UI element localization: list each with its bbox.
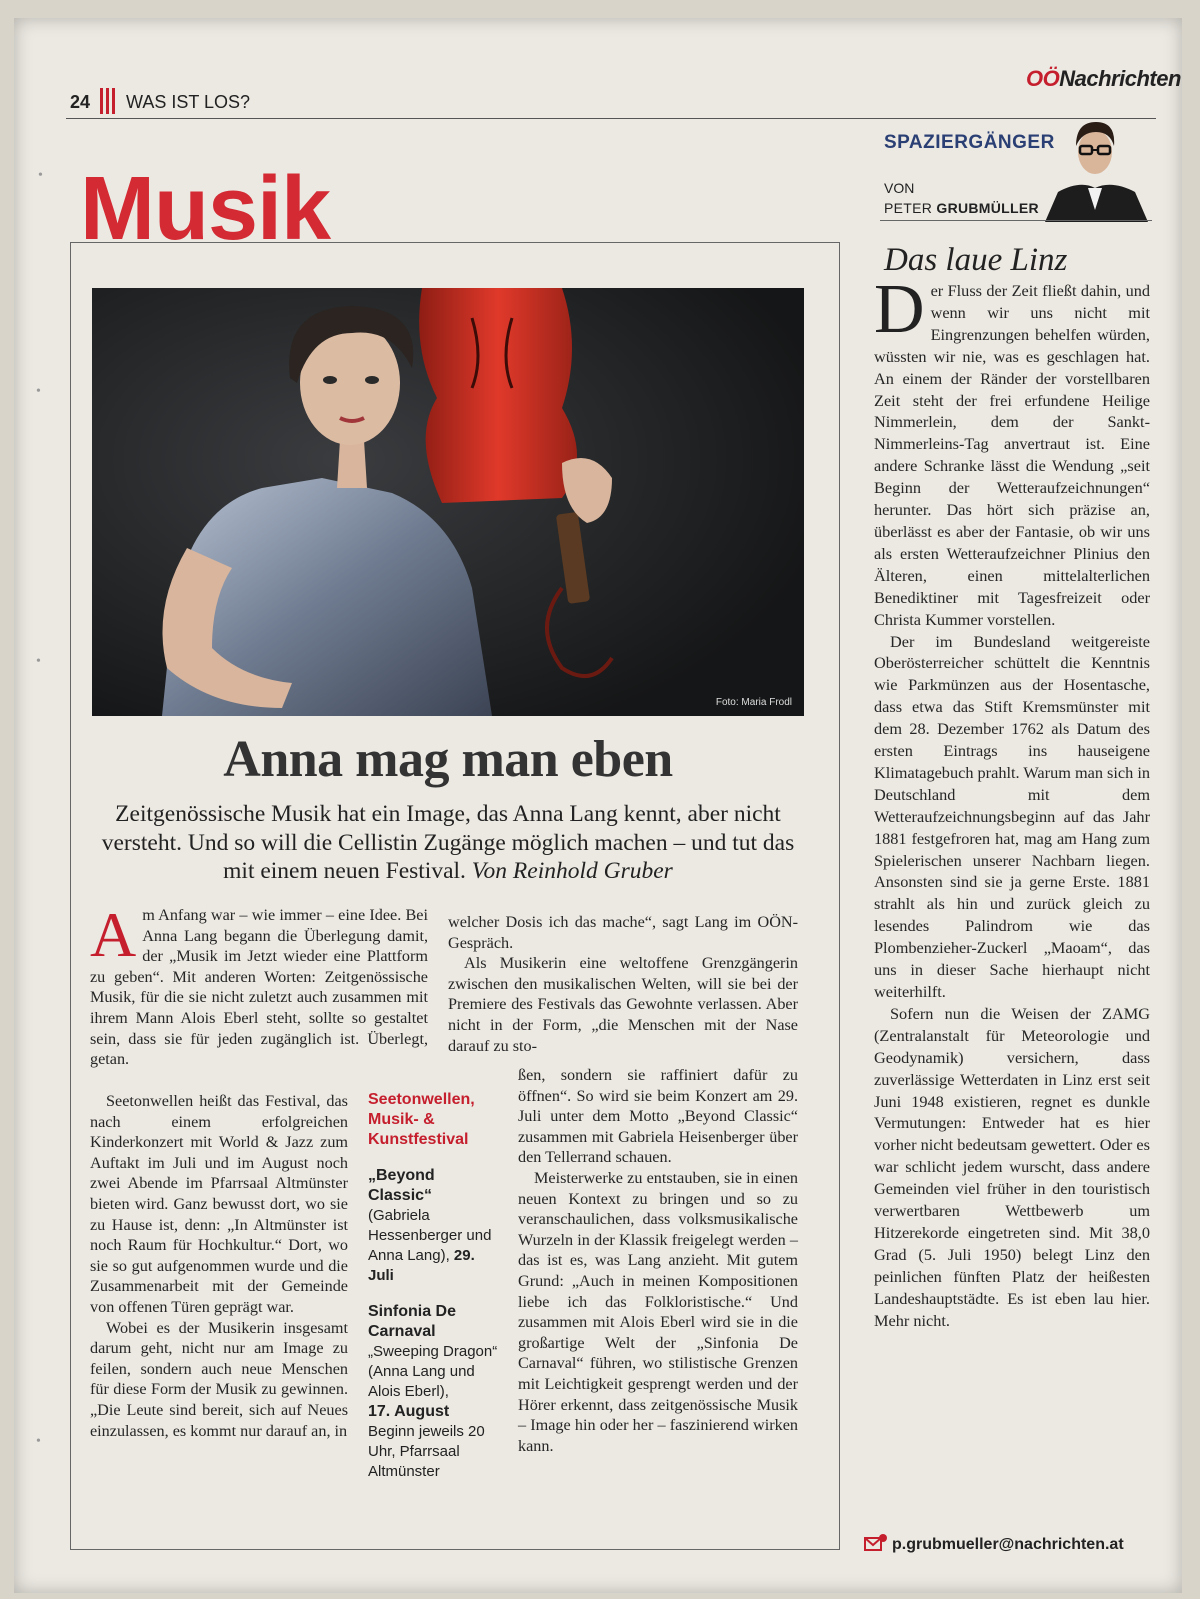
article-paragraph: Als Musikerin eine weltoffene Grenzgängerin zwischen den musikalischen Welten, will sie bei der Premiere des Festivals das Gewohnte verlassen. Aber nicht in der Form, „die Menschen mit der Nase darauf zu sto- [448, 954, 798, 1055]
event-extra: Beginn jeweils 20 Uhr, Pfarrsaal Altmünster [368, 1423, 485, 1480]
article-paragraph: Seetonwellen heißt das Festival, das nach einem erfolgreichen Kinderkonzert mit World & Jazz zum Auftakt im Juli und im August noch zwei Abende im Pfarrsaal Altmünster bieten wird. Ganz bewusst dort, wo sie zu Hause ist, denn: „In Altmünster ist noch Raum für Hochkultur.“ Dort, wo sie so gut aufgenommen wurde und die Zusammenarbeit mit der Gemeinde von offenen Türen geprägt war. [90, 1092, 348, 1316]
author-portrait [1040, 110, 1150, 222]
infobox-event [368, 1302, 500, 1482]
event-infobox [368, 1090, 500, 1498]
binder-hole: • [36, 1434, 41, 1449]
column-paragraph: Sofern nun die Weisen der ZAMG (Zentralanstalt für Meteorologie und Geodynamik) versichern, dass zuverlässige Wetterdaten in Linz erst seit Juni 1948 existieren, regnet es dunkle Vermutungen: Entweder hat es hier vorher nicht bedeutsam gewettert. Oder es war schlicht jedem wurscht, dass andere Gemeinden viel früher in den touristisch verwertbaren Wettbewerb um Hitzerekorde eingetreten sind. Mit 38,0 Grad (5. Juli 1950) belegt Linz den peinlichen fünften Platz der heißesten Landeshauptstädte. Es ist eben lau hier. Mehr nicht. [874, 1003, 1150, 1330]
event-date: 17. August [368, 1403, 450, 1420]
column-dropcap: D [874, 271, 925, 348]
event-title: Sinfonia De Carnaval [368, 1303, 457, 1340]
author-first: PETER [884, 200, 937, 216]
email-icon [864, 1533, 888, 1553]
article-paragraph: Wobei es der Musikerin insgesamt darum geht, nicht nur am Image zu feilen, sondern auch neue Menschen für diese Form der Musik zu gewinnen. „Die Leute sind bereit, sich auf Neues einzulassen, es kommt nur darauf an, in [90, 1318, 348, 1440]
event-title: „Beyond Classic“ [368, 1167, 435, 1204]
brand-logo [1026, 66, 1181, 92]
section-name: WAS IST LOS? [126, 92, 251, 112]
column-rule [880, 220, 1152, 221]
photo-credit: Foto: Maria Frodl [715, 697, 792, 708]
article-byline: Von Reinhold Gruber [471, 858, 673, 884]
article-paragraph: welcher Dosis ich das mache“, sagt Lang im OÖN-Gespräch. [448, 913, 798, 952]
column-body [874, 271, 1151, 1332]
column-author [884, 200, 1039, 216]
event-text: „Sweeping Dragon“ (Anna Lang und Alois Eberl), [368, 1343, 498, 1400]
column-paragraph: Der im Bundesland weitgereiste Oberösterreicher schüttelt die Kenntnis wie Parkmünzen aus der Hosentasche, dass etwa das Stift Kremsmünster mit dem 28. Dezember 1762 als Datum des ersten Eintrags ins hauseigene Klimatagebuch prahlt. Warum man sich in Deutschland mit dem Wetteraufzeichnungsbeginn auf das Jahr 1881 festgefroren hat, mag am Hang zum Spielerischen unserer Nachbarn liegen. Ansonsten sind sie ja gerne Erste. 1881 strahlt als hin und zurück gleich zu lesendes Palindrom wie das Plombenzieher-Zuckerl „Maoam“, das uns in dieser Sache hierhaupt nicht weiterhilft. [874, 631, 1151, 1001]
binder-hole: • [38, 168, 43, 183]
deck-text: Zeitgenössische Musik hat ein Image, das Anna Lang kennt, aber nicht versteht. Und so will die Cellistin Zugänge möglich machen – und tut das mit einem neuen Festival. [101, 801, 795, 884]
article-column-3-lower [518, 1065, 798, 1456]
author-last: GRUBMÜLLER [936, 200, 1039, 216]
photo-illustration [92, 288, 804, 716]
column-von: VON [884, 180, 915, 196]
article-paragraph: m Anfang war – wie immer – eine Idee. Bei Anna Lang begann die Überlegung damit, der „Musik im Jetzt wieder eine Plattform zu geben“. Mit anderen Worten: Zeitgenössische Musik, für die sie nicht zuletzt auch zusammen mit ihrem Mann Alois Eberl steht, sollte so gestaltet sein, dass sie für jeden zugänglich ist. Überlegt, getan. [90, 906, 428, 1069]
binder-hole: • [36, 384, 41, 399]
article-deck [92, 800, 804, 886]
section-bars [100, 88, 118, 114]
column-paragraph: er Fluss der Zeit fließt dahin, und wenn wir uns nicht mit Eingrenzungen behelfen würden, wüssten wir nie, was es geschlagen hat. An einem der Ränder der vorstellbaren Zeit steht der frei erfundene Heilige Nimmerlein, dem der Sankt-Nimmerleins-Tag anvertraut ist. Eine andere Schranke lässt die Wendung „seit Beginn der Wetteraufzeichnungen“ herunter. Das hört sich präzise an, überlässt es aber der Fantasie, ob wir uns als ersten Wetteraufzeichner Plinius den Älteren, einen mittelalterlichen Benediktiner mit Tagesfreizeit oder Christa Kummer vorstellen. [874, 281, 1150, 629]
header-rule [66, 118, 1156, 119]
brand-name: Nachrichten [1059, 66, 1181, 91]
article-paragraph: Meisterwerke zu entstauben, sie in einen neuen Kontext zu bringen und so zu veranschaulichen, dass volksmusikalische Wurzeln in der Klassik freigelegt werden – das ist es, was Lang anzieht. Mit gutem Grund: „Auch in meinen Kompositionen liebe ich das Folkloristische.“ Und zusammen mit Alois Eberl wird sie in die großartige Welt der „Sinfonia De Carnaval“ führen, wo stilistische Grenzen mit Leichtigkeit gesprengt werden und der Hörer erkennt, dass zeitgenössische Musik – Image hin oder her – faszinierend wirken kann. [518, 1168, 798, 1455]
category-title: Musik [80, 159, 331, 259]
page-number: 24 [70, 92, 91, 112]
article-paragraph: ßen, sondern sie raffiniert dafür zu öffnen“. So wird sie beim Konzert am 29. Juli unter dem Motto „Beyond Classic“ zusammen mit Gabriela Heisenberger über den Tellerrand schauen. [518, 1066, 798, 1167]
infobox-title: Seetonwellen, Musik- & Kunstfestival [368, 1091, 475, 1148]
column-email[interactable]: p.grubmueller@nachrichten.at [892, 1536, 1124, 1553]
binder-hole: • [36, 654, 41, 669]
article-column-3 [448, 912, 798, 1056]
event-text: (Gabriela Hessenberger und Anna Lang), [368, 1207, 492, 1264]
column-kicker: SPAZIERGÄNGER [884, 132, 1055, 153]
column-title: Das laue Linz [884, 242, 1068, 278]
article-headline: Anna mag man eben [223, 731, 673, 788]
article-photo [92, 288, 804, 716]
article-dropcap: A [90, 899, 137, 970]
infobox-event [368, 1166, 500, 1286]
article-column-1-lower [90, 1091, 348, 1441]
brand-prefix: OÖ [1026, 66, 1060, 91]
event-date: 29. Juli [368, 1247, 475, 1284]
article-column-1 [90, 899, 428, 1070]
